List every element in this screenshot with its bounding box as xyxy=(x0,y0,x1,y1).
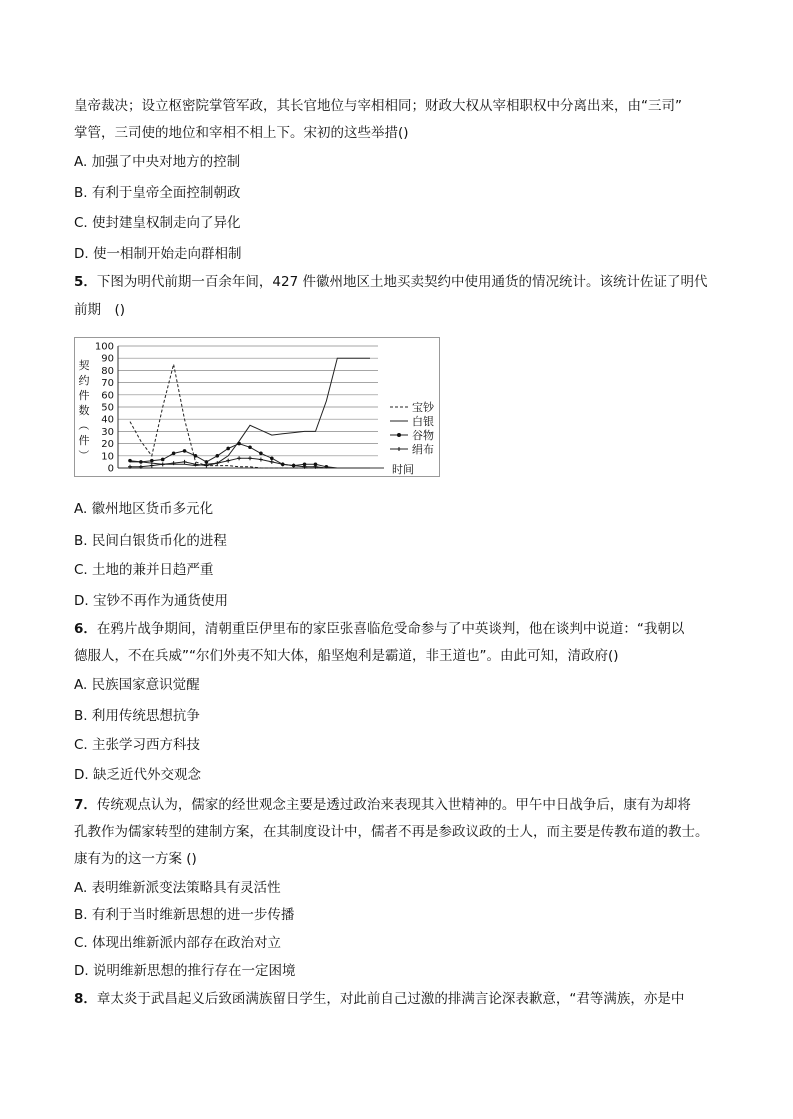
series-point xyxy=(292,464,296,468)
series-point xyxy=(226,447,230,451)
series-line-1 xyxy=(130,358,370,465)
y-axis-label-char: 约 xyxy=(78,374,90,387)
q4-option-c: C. 使封建皇权制走向了异化 xyxy=(74,215,241,231)
chart-svg xyxy=(74,337,440,477)
q4-option-b: B. 有利于皇帝全面控制朝政 xyxy=(74,185,241,201)
q6-stem-line2: 德服人，不在兵威”“尔们外夷不知大体，船坚炮利是霸道，非王道也”。由此可知，清政府() xyxy=(74,648,619,664)
q4-stem-line2: 掌管，三司使的地位和宰相不相上下。宋初的这些举措() xyxy=(74,125,409,141)
q6-option-a: A. 民族国家意识觉醒 xyxy=(74,677,200,693)
series-point xyxy=(183,449,187,453)
q6-option-d: D. 缺乏近代外交观念 xyxy=(74,767,201,783)
q7-stem-line1 xyxy=(74,796,691,814)
q7-number: 7． xyxy=(74,797,97,813)
y-tick-label: 100 xyxy=(94,341,114,353)
q8-number: 8． xyxy=(74,991,97,1007)
q7-option-a: A. 表明维新派变法策略具有灵活性 xyxy=(74,880,281,896)
q5-option-d: D. 宝钞不再作为通货使用 xyxy=(74,593,228,609)
legend-label: 白银 xyxy=(412,415,434,428)
y-tick-label: 20 xyxy=(101,439,114,451)
series-point xyxy=(215,454,219,458)
series-point xyxy=(248,456,252,460)
series-point xyxy=(161,458,165,462)
series-point xyxy=(248,445,252,449)
q6-option-b: B. 利用传统思想抗争 xyxy=(74,708,200,724)
q7-option-d: D. 说明维新思想的推行存在一定困境 xyxy=(74,963,296,979)
q7-stem-line2: 孔教作为儒家转型的建制方案，在其制度设计中，儒者不再是参政议政的士人，而主要是传教布道的教士。 xyxy=(74,824,709,840)
q7-option-b: B. 有利于当时维新思想的进一步传播 xyxy=(74,907,295,923)
series-point xyxy=(281,462,285,466)
series-point xyxy=(183,460,187,464)
y-tick-label: 60 xyxy=(101,390,114,402)
q5-stem-line1 xyxy=(74,273,707,291)
series-point xyxy=(259,452,263,456)
y-axis-label-char: 数 xyxy=(78,404,90,417)
series-line-0 xyxy=(130,364,370,468)
series-point xyxy=(237,442,241,446)
y-tick-label: 50 xyxy=(101,402,114,414)
y-axis-label-char: 件 xyxy=(78,389,90,402)
q6-stem-line1 xyxy=(74,620,684,638)
legend-marker xyxy=(397,447,401,451)
q4-option-a: A. 加强了中央对地方的控制 xyxy=(74,154,241,170)
y-tick-label: 40 xyxy=(101,414,114,426)
q5-option-a: A. 徽州地区货币多元化 xyxy=(74,501,214,517)
y-tick-label: 0 xyxy=(107,463,114,475)
q5-stem-line2: 前期 () xyxy=(74,302,126,318)
y-tick-label: 80 xyxy=(101,365,114,377)
y-tick-label: 10 xyxy=(101,451,114,463)
q7-stem-line3: 康有为的这一方案 () xyxy=(74,851,197,867)
q8-stem-text: 章太炎于武昌起义后致函满族留日学生，对此前自己过激的排满言论深表歉意，“君等满族，亦是中 xyxy=(96,991,685,1007)
legend-label: 宝钞 xyxy=(412,401,434,414)
legend-label: 谷物 xyxy=(412,429,434,442)
q5-option-c: C. 土地的兼并日趋严重 xyxy=(74,562,214,578)
legend-marker xyxy=(397,433,401,437)
q5-stem-text: 下图为明代前期一百余年间，427 件徽州地区土地买卖契约中使用通货的情况统计。该统计佐证了明代 xyxy=(96,274,708,290)
y-tick-label: 90 xyxy=(101,353,114,365)
series-point xyxy=(150,459,154,463)
y-tick-label: 30 xyxy=(101,426,114,438)
y-axis-label-char: 契 xyxy=(78,359,90,372)
y-axis-label-char: 件 xyxy=(78,434,90,447)
series-point xyxy=(270,460,274,464)
series-point xyxy=(194,454,198,458)
series-point xyxy=(237,456,241,460)
series-point xyxy=(259,457,263,461)
series-point xyxy=(150,464,154,468)
series-point xyxy=(161,462,165,466)
y-tick-label: 70 xyxy=(101,378,114,390)
q5-number: 5． xyxy=(74,274,97,290)
series-point xyxy=(128,459,132,463)
series-point xyxy=(139,460,143,464)
q4-option-d: D. 使一相制开始走向群相制 xyxy=(74,246,242,262)
q7-option-c: C. 体现出维新派内部存在政治对立 xyxy=(74,935,282,951)
q6-stem-text: 在鸦片战争期间，清朝重臣伊里布的家臣张喜临危受命参与了中英谈判，他在谈判中说道：“我朝以 xyxy=(96,621,685,637)
y-axis-label-char: ） xyxy=(77,449,90,461)
q4-stem-line1: 皇帝裁决；设立枢密院掌管军政，其长官地位与宰相相同；财政大权从宰相职权中分离出来，由“三司” xyxy=(74,98,682,114)
series-point xyxy=(270,456,274,460)
q6-number: 6． xyxy=(74,621,97,637)
x-axis-label: 时间 xyxy=(392,463,414,476)
q5-option-b: B. 民间白银货币化的进程 xyxy=(74,533,227,549)
q6-option-c: C. 主张学习西方科技 xyxy=(74,737,201,753)
series-point xyxy=(172,452,176,456)
legend-label: 绢布 xyxy=(412,443,434,456)
series-point xyxy=(226,459,230,463)
y-axis-label-char: （ xyxy=(77,419,90,431)
series-point xyxy=(205,460,209,464)
q7-stem-text: 传统观点认为，儒家的经世观念主要是透过政治来表现其入世精神的。甲午中日战争后，康有为却将 xyxy=(96,797,691,813)
q8-stem-line1 xyxy=(74,990,684,1008)
currency-chart xyxy=(74,337,440,477)
